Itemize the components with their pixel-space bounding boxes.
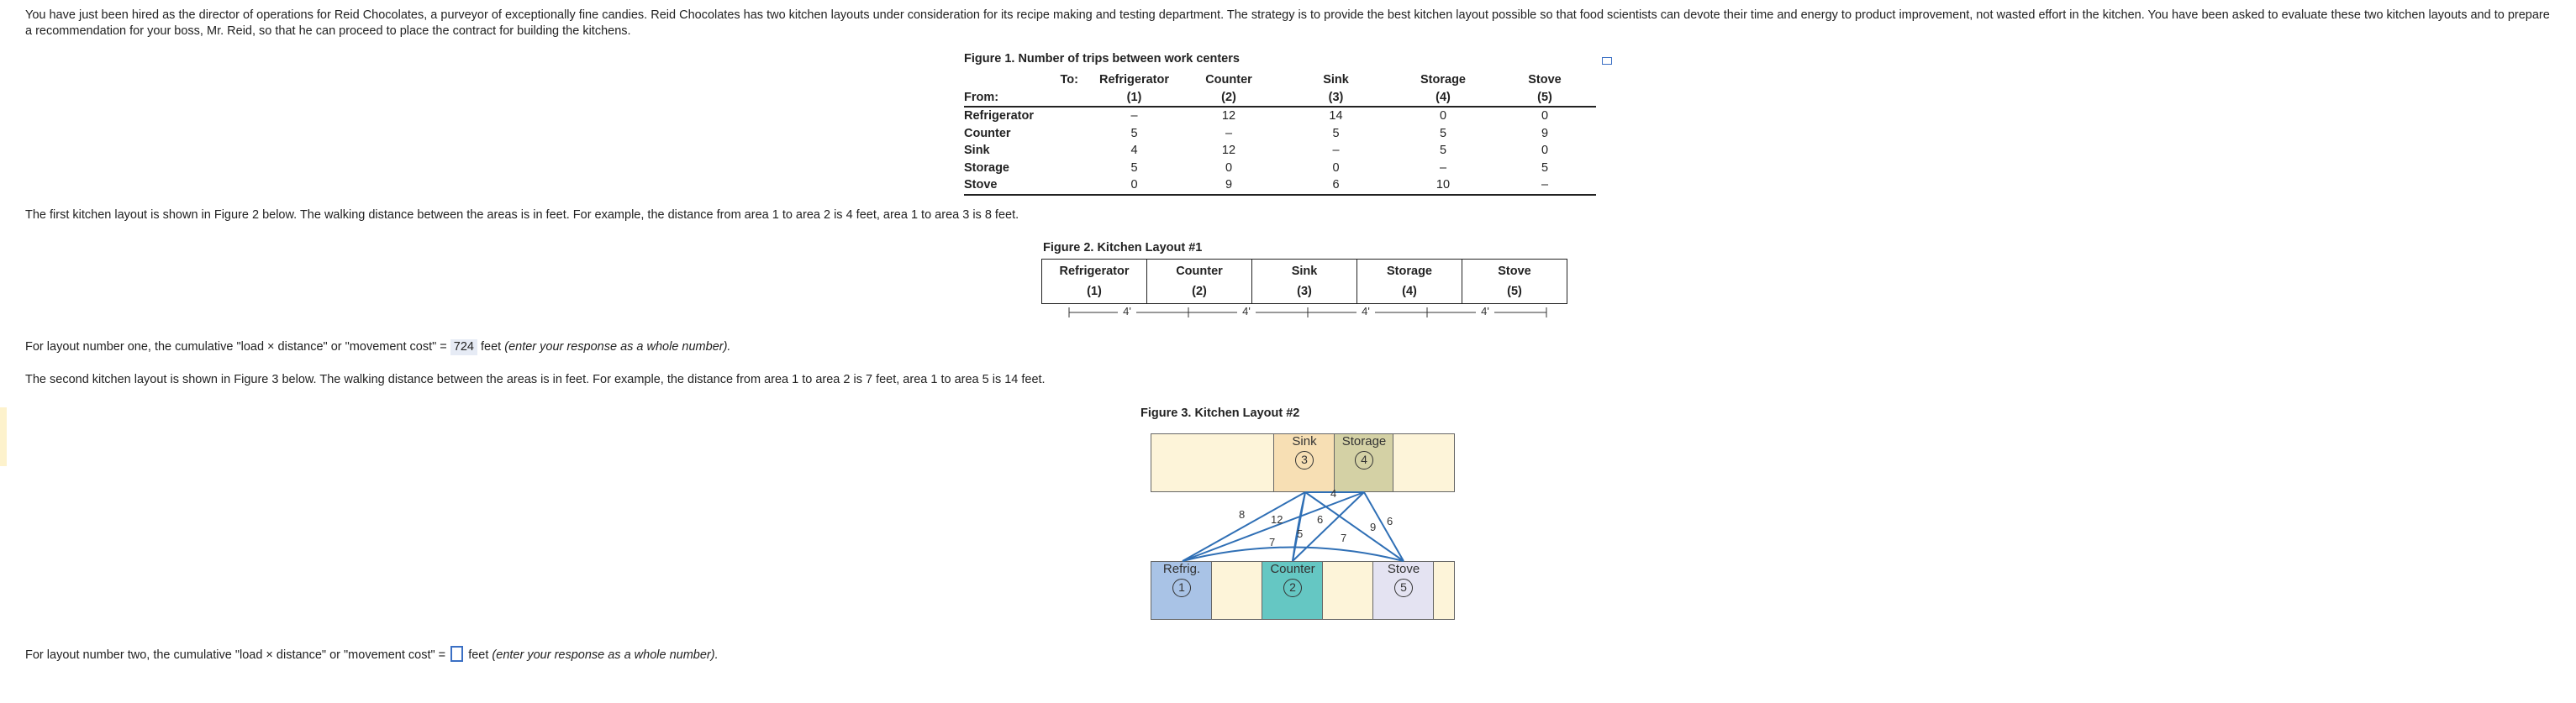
table-cell: 9: [1178, 176, 1279, 195]
question-2: [25, 646, 719, 664]
col-name: Storage: [1420, 73, 1466, 87]
distance-label: 7: [1341, 532, 1347, 544]
left-edge-marker: [0, 407, 7, 466]
layout2-connections: [1147, 428, 1467, 630]
table-cell: 12: [1221, 144, 1236, 157]
table-cell: 0: [1090, 176, 1178, 195]
dim-label: 4': [1123, 305, 1131, 317]
layout2-description: The second kitchen layout is shown in Figure 3 below. The walking distance between the areas is in feet. For example, the distance from area 1 to area 2 is 7 feet, area 1 to area 5 is 14 feet.: [25, 373, 1046, 386]
area-number-badge: 3: [1295, 451, 1314, 470]
table-cell: –: [1332, 144, 1340, 157]
distance-label: 4: [1330, 487, 1337, 500]
col-num: (2): [1178, 89, 1279, 108]
table-cell: 14: [1329, 109, 1343, 123]
col-name: Counter: [1205, 73, 1252, 87]
answer-1-hint: (enter your response as a whole number).: [504, 340, 731, 354]
col-num: (3): [1279, 89, 1393, 108]
table-cell: –: [1493, 176, 1596, 195]
layout1-dimension-line: [1061, 305, 1555, 320]
dim-label: 4': [1242, 305, 1251, 317]
table-cell: 0: [1225, 160, 1233, 175]
table-row: [964, 142, 1596, 160]
layout2-area-sink: Sink 3: [1273, 433, 1335, 492]
table-row: [964, 176, 1596, 195]
table-cell: 5: [1332, 126, 1340, 140]
table-cell: 4: [1130, 144, 1138, 157]
table-row: [964, 107, 1596, 125]
intro-paragraph: You have just been hired as the director of operations for Reid Chocolates, a purveyor of exceptionally fine candies. Reid Chocolates has two kitchen layouts under consideration for its recipe making and testing department. The strategy is to provide the best kitchen layout possible so that food scientists can devote their time and energy to product improvement, not wasted effort in the kitchen. You have been asked to evaluate these two kitchen layouts and to prepare a recommendation for your boss, Mr. Reid, so that he can proceed to place the contract for building the kitchens.: [25, 8, 2550, 38]
layout1-area-stove: Stove (5): [1462, 260, 1567, 304]
table-cell: 5: [1130, 126, 1138, 140]
table-cell: 9: [1541, 126, 1549, 140]
layout2-area-counter: Counter 2: [1262, 561, 1324, 620]
table-header-row: [964, 89, 1596, 108]
fig3-title: Figure 3. Kitchen Layout #2: [1140, 407, 1300, 420]
table-cell: 0: [1439, 109, 1447, 123]
table-cell: 10: [1393, 176, 1493, 195]
distance-label: 8: [1239, 508, 1246, 521]
area-number-badge: 5: [1394, 579, 1413, 597]
table-cell: 5: [1130, 160, 1138, 175]
answer-2-hint: (enter your response as a whole number).: [492, 648, 719, 662]
table-cell: 0: [1332, 160, 1340, 175]
answer-1-value[interactable]: 724: [450, 339, 477, 355]
row-label: Stove: [964, 176, 1090, 195]
col-name: Stove: [1528, 73, 1562, 87]
from-label: From:: [964, 89, 1090, 108]
row-label: Sink: [964, 144, 990, 157]
question-2-text: For layout number two, the cumulative "load × distance" or "movement cost" =: [25, 648, 450, 662]
question-1: [25, 339, 730, 355]
distance-label: 7: [1269, 536, 1276, 548]
table-row: [964, 160, 1596, 177]
table-cell: 0: [1541, 144, 1549, 157]
table-cell: 5: [1541, 160, 1549, 175]
layout2-area-refrigerator: Refrig. 1: [1151, 561, 1213, 620]
col-num: (1): [1090, 89, 1178, 108]
col-name: Sink: [1323, 73, 1349, 87]
answer-2-input[interactable]: [450, 646, 463, 662]
layout1-area-sink: Sink (3): [1252, 260, 1357, 304]
layout2-area-storage: Storage 4: [1334, 433, 1394, 492]
table-cell: 6: [1279, 176, 1393, 195]
table-cell: 12: [1221, 109, 1236, 123]
table-cell: 5: [1439, 144, 1447, 157]
col-name: Refrigerator: [1099, 73, 1169, 87]
fig2-title: Figure 2. Kitchen Layout #1: [1043, 241, 1203, 254]
col-num: (5): [1493, 89, 1596, 108]
table-cell: –: [1225, 126, 1233, 140]
table-cell: –: [1130, 109, 1138, 123]
distance-label: 9: [1370, 521, 1377, 533]
layout1-area-refrigerator: Refrigerator (1): [1042, 260, 1147, 304]
distance-label: 5: [1297, 527, 1304, 540]
distance-label: 6: [1317, 513, 1324, 526]
copy-icon[interactable]: [1602, 57, 1612, 65]
answer-2-unit: feet: [465, 648, 493, 662]
layout1-area-storage: Storage (4): [1357, 260, 1462, 304]
trips-table: [964, 71, 1596, 196]
fig1-title: Figure 1. Number of trips between work centers: [964, 52, 1240, 66]
table-row: [964, 125, 1596, 143]
col-num: (4): [1393, 89, 1493, 108]
dim-label: 4': [1362, 305, 1370, 317]
layout2-area-stove: Stove 5: [1372, 561, 1435, 620]
layout1-description: The first kitchen layout is shown in Figure 2 below. The walking distance between the areas is in feet. For example, the distance from area 1 to area 2 is 4 feet, area 1 to area 3 is 8 feet.: [25, 208, 1019, 222]
distance-label: 6: [1387, 515, 1393, 527]
question-1-text: For layout number one, the cumulative "load × distance" or "movement cost" =: [25, 340, 450, 354]
table-cell: 5: [1439, 126, 1447, 140]
layout1-area-counter: Counter (2): [1147, 260, 1252, 304]
table-header-row: [964, 71, 1596, 89]
area-number-badge: 2: [1283, 579, 1302, 597]
row-label: Counter: [964, 126, 1011, 140]
layout1-diagram: [1041, 259, 1567, 304]
distance-label: 12: [1271, 513, 1283, 526]
table-cell: –: [1439, 160, 1447, 175]
to-label: To:: [1060, 73, 1078, 87]
dim-label: 4': [1481, 305, 1489, 317]
row-label: Storage: [964, 160, 1009, 175]
area-number-badge: 4: [1355, 451, 1373, 470]
layout2-diagram: [1147, 428, 1467, 630]
area-number-badge: 1: [1172, 579, 1191, 597]
answer-1-unit: feet: [477, 340, 505, 354]
table-cell: 0: [1541, 109, 1549, 123]
row-label: Refrigerator: [964, 109, 1034, 123]
